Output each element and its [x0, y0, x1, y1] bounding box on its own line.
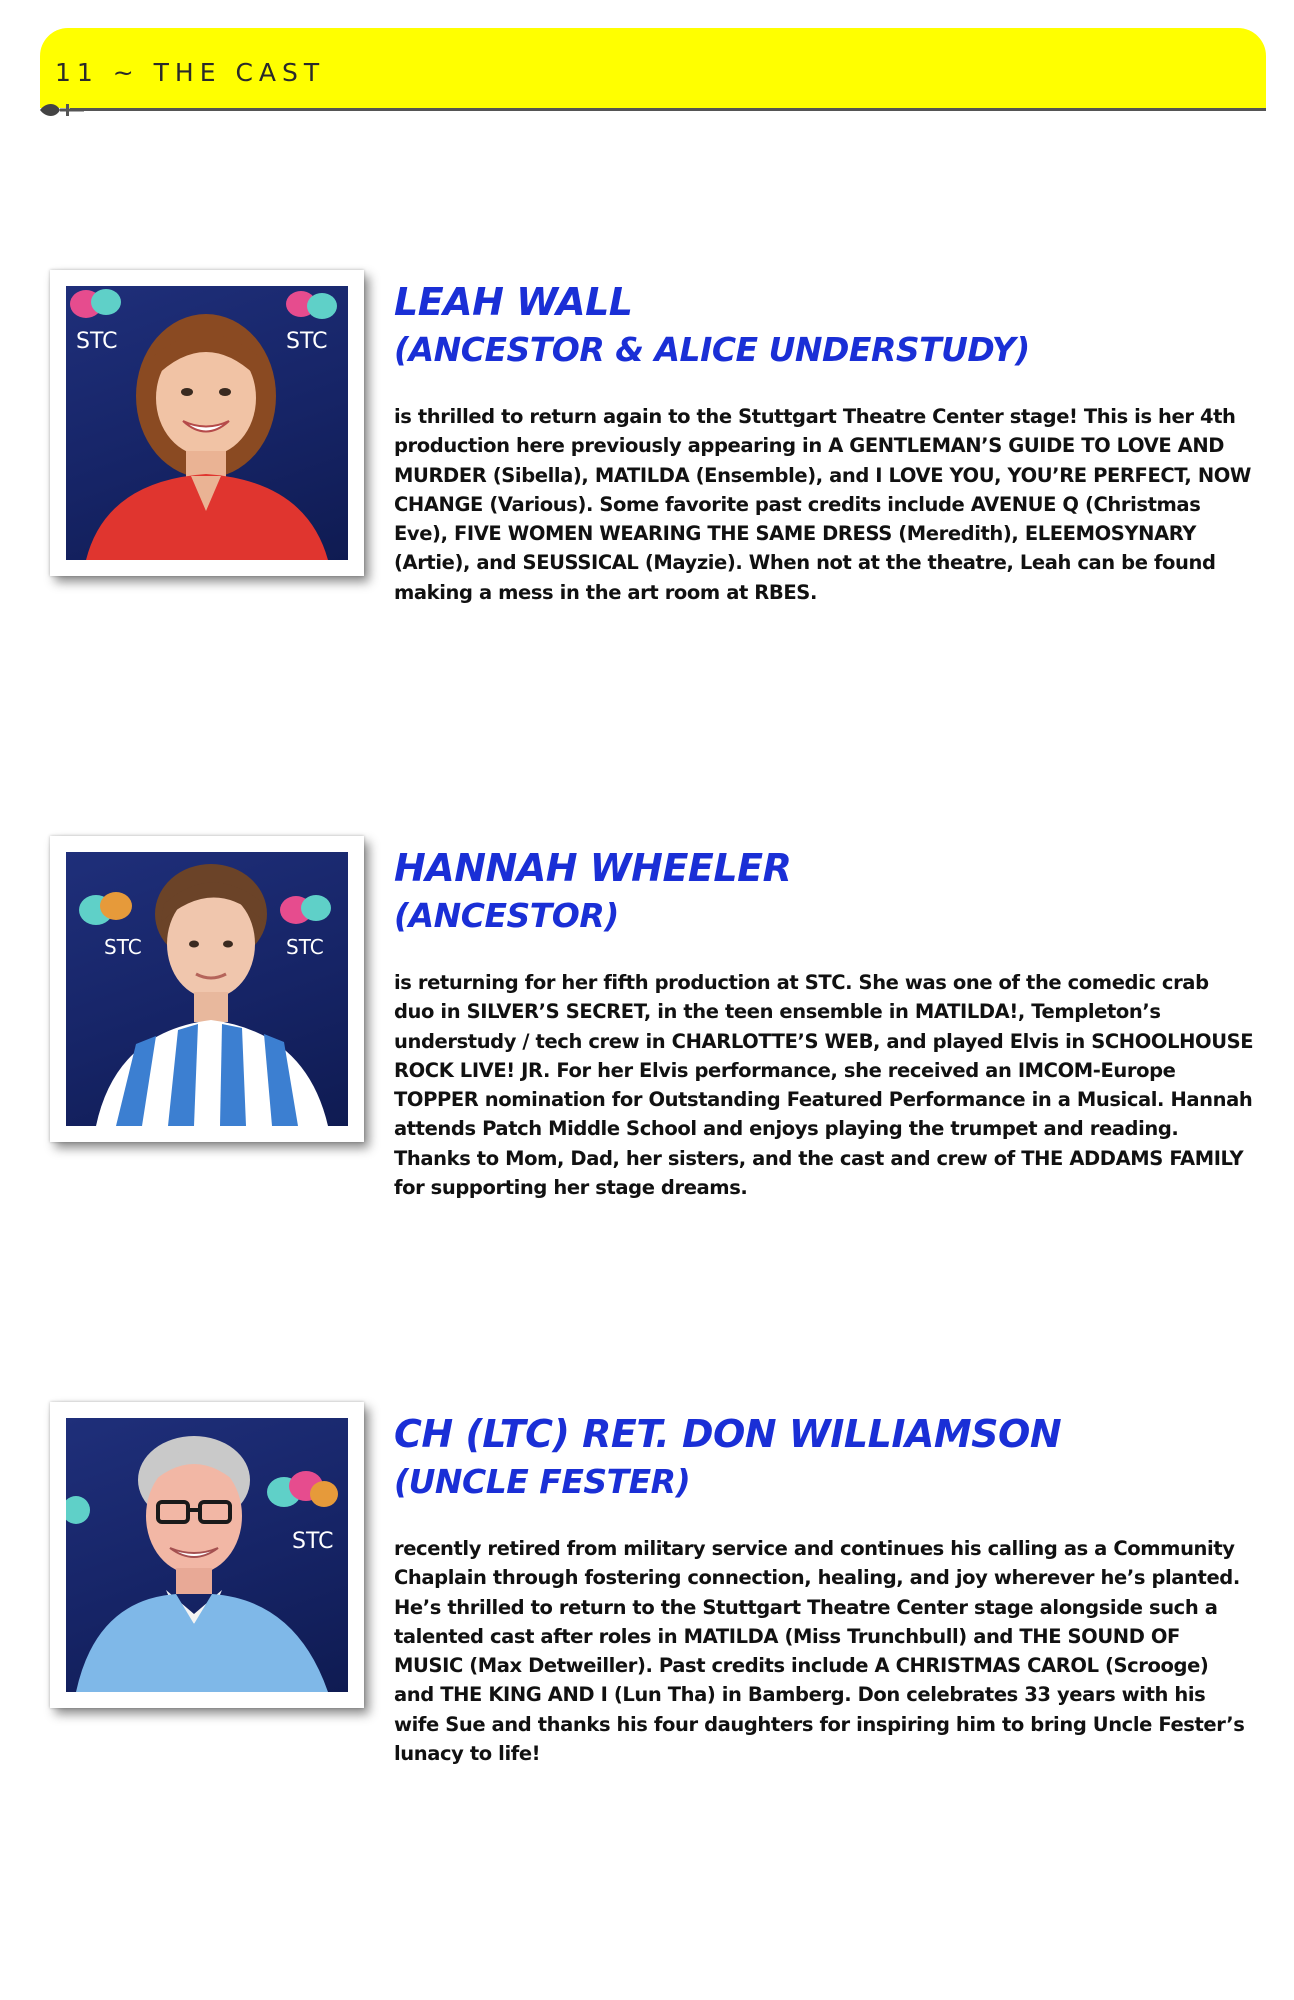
cast-bio: recently retired from military service and continues his calling as a Community Chaplain through fostering connection, healing, and joy wherever he’s planted. He’s thrilled to return to the Stuttgart Theatre Center stage alongside such a talented cast after roles in MATILDA (Miss Trunchbull) and THE SOUND OF MUSIC (Max Detweiller). Past credits include A CHRISTMAS CAROL (Scrooge) and THE KING AND I (Lun Tha) in Bamberg. Don celebrates 33 years with his wife Sue and thanks his four daughters for inspiring him to bring Uncle Fester’s lunacy to life! — [394, 1537, 1245, 1766]
headshot-photo — [66, 286, 348, 560]
headshot-photo — [66, 1418, 348, 1692]
cast-bio: is returning for her fifth production at STC. She was one of the comedic crab duo in SILVER’S SECRET, in the teen ensemble in MATILDA!, Templeton’s understudy / tech crew in CHARLOTTE’S WEB, and played Elvis in SCHOOLHOUSE ROCK LIVE! JR. For her Elvis performance, she received an IMCOM-Europe TOPPER nomination for Outstanding Featured Performance in a Musical. Hannah attends Patch Middle School and enjoys playing the trumpet and reading. Thanks to Mom, Dad, her sisters, and the cast and crew of THE ADDAMS FAMILY for supporting her stage dreams. — [394, 971, 1254, 1200]
backdrop-logo-text: STC — [292, 1529, 334, 1554]
cast-name: CH (LTC) RET. DON WILLIAMSON — [394, 1412, 1062, 1456]
cast-entry-hannah-wheeler — [0, 836, 1294, 1216]
cast-name: HANNAH WHEELER — [394, 846, 792, 890]
backdrop-logo-text: STC — [286, 329, 328, 354]
cast-entry-leah-wall — [0, 270, 1294, 650]
headshot-photo — [66, 852, 348, 1126]
backdrop-logo-text: STC — [104, 935, 142, 959]
backdrop-logo-text: STC — [76, 329, 118, 354]
cast-bio: is thrilled to return again to the Stuttgart Theatre Center stage! This is her 4th production here previously appearing in A GENTLEMAN’S GUIDE TO LOVE AND MURDER (Sibella), MATILDA (Ensemble), and I LOVE YOU, YOU’RE PERFECT, NOW CHANGE (Various). Some favorite past credits include AVENUE Q (Christmas Eve), FIVE WOMEN WEARING THE SAME DRESS (Meredith), ELEEMOSYNARY (Artie), and SEUSSICAL (Mayzie). When not at the theatre, Leah can be found making a mess in the art room at RBES. — [394, 405, 1252, 604]
header-divider — [70, 108, 1266, 111]
cast-role: (UNCLE FESTER) — [394, 1462, 691, 1501]
headshot-frame — [50, 836, 364, 1142]
headshot-frame — [50, 1402, 364, 1708]
cast-name: LEAH WALL — [394, 280, 633, 324]
page-title: 11 ~ THE CAST — [55, 58, 326, 87]
headshot-frame — [50, 270, 364, 576]
cast-entry-don-williamson — [0, 1402, 1294, 1782]
ornament-icon — [38, 98, 86, 122]
cast-role: (ANCESTOR & ALICE UNDERSTUDY) — [394, 330, 1030, 369]
backdrop-logo-text: STC — [286, 935, 324, 959]
cast-role: (ANCESTOR) — [394, 896, 619, 935]
